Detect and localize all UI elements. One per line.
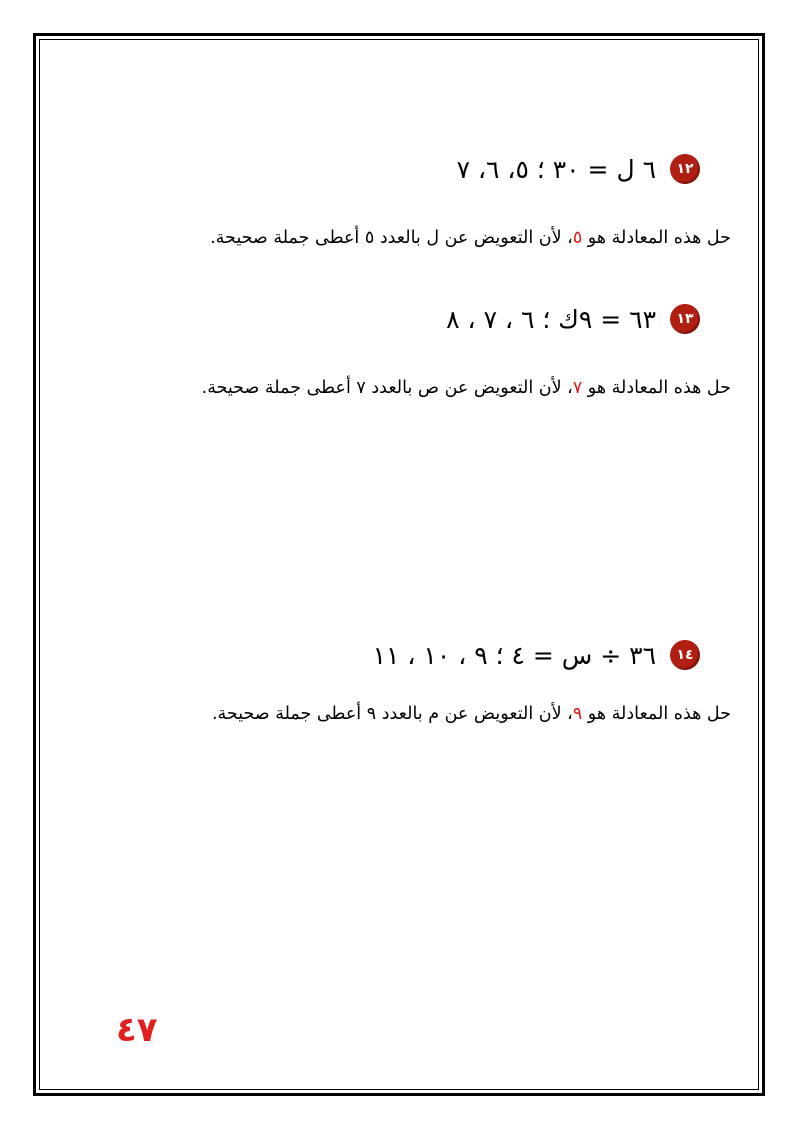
problem-13-sentence-end: ، لأن التعويض عن ص بالعدد ٧ أعطى جملة صحيحة.: [201, 378, 573, 398]
problem-13-sentence-start: حل هذه المعادلة هو: [582, 378, 731, 398]
problem-12-answer: ٥: [572, 228, 583, 248]
problem-12-equation: ٦ ل = ٣٠ ؛ ٥، ٦، ٧: [456, 154, 656, 184]
problem-14-number-badge: ١٤: [670, 640, 700, 670]
problem-14-solution-sentence: [212, 704, 731, 724]
problem-12-sentence-end: ، لأن التعويض عن ل بالعدد ٥ أعطى جملة صحيحة.: [210, 228, 573, 248]
problem-13-equation-line: [446, 304, 700, 334]
problem-13-number-badge: ١٣: [670, 304, 700, 334]
problem-13-answer: ٧: [572, 378, 583, 398]
problem-12-number-badge: ١٢: [670, 154, 700, 184]
problem-12-equation-line: [457, 154, 700, 184]
problem-14-answer: ٩: [572, 704, 583, 724]
problem-12-sentence-start: حل هذه المعادلة هو: [582, 228, 731, 248]
problem-13-solution-sentence: [202, 378, 731, 398]
page-number: ٤٧: [116, 1010, 158, 1050]
problem-14-sentence-start: حل هذه المعادلة هو: [582, 704, 731, 724]
problem-14-equation-line: [373, 640, 700, 670]
problem-13-equation: ٦٣ = ٩ك ؛ ٦ ، ٧ ، ٨: [446, 304, 656, 334]
problem-14-equation: ٣٦ ÷ س = ٤ ؛ ٩ ، ١٠ ، ١١: [372, 640, 656, 670]
problem-14-sentence-end: ، لأن التعويض عن م بالعدد ٩ أعطى جملة صحيحة.: [211, 704, 573, 724]
problem-12-solution-sentence: [210, 228, 731, 248]
page-border-inner: [39, 39, 759, 1090]
